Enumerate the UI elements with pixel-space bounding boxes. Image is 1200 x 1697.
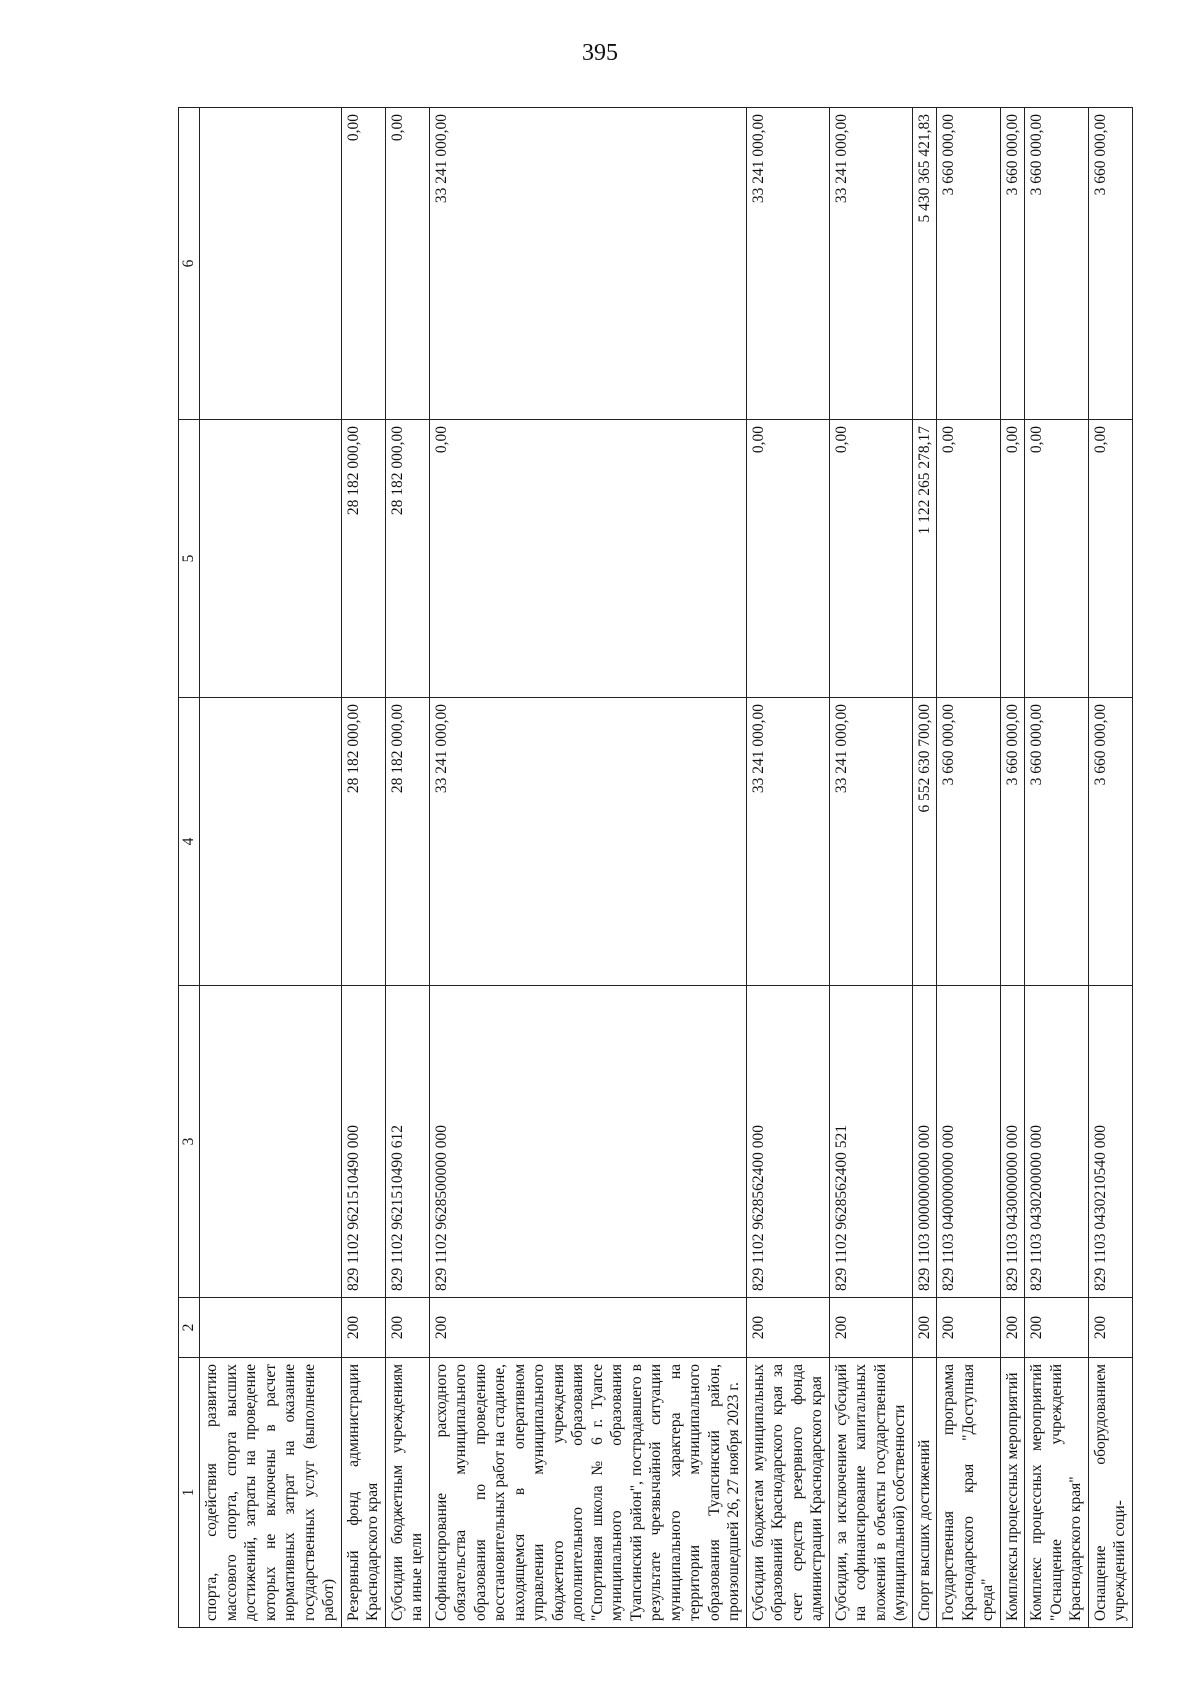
row-name-cell: Субсидии, за исключением субсидий на софинансирование капитальных вложений в объекты государственной (муниципальной) собственности <box>829 1358 912 1628</box>
row-value-col5-cell: 28 182 000,00 <box>385 420 429 698</box>
row-value-col6-cell: 3 660 000,00 <box>937 108 1001 420</box>
row-value-col5-cell: 0,00 <box>1000 420 1025 698</box>
row-code-cell: 200 <box>1088 1298 1132 1358</box>
row-code-cell <box>200 1298 342 1358</box>
row-code-cell: 200 <box>746 1298 829 1358</box>
header-col-6: 6 <box>179 108 200 420</box>
row-value-col6-cell: 0,00 <box>385 108 429 420</box>
row-classification-cell: 829 1103 0430000000 000 <box>1000 986 1025 1298</box>
row-name-cell: Комплексы процессных мероприятий <box>1000 1358 1025 1628</box>
row-code-cell: 200 <box>385 1298 429 1358</box>
table-row <box>200 108 342 1628</box>
row-name-cell: Спорт высших достижений <box>912 1358 937 1628</box>
row-code-cell: 200 <box>429 1298 746 1358</box>
table-row <box>341 108 385 1628</box>
rotated-table-container <box>178 108 1178 1628</box>
table-row <box>1025 108 1089 1628</box>
row-classification-cell: 829 1102 9628562400 000 <box>746 986 829 1298</box>
row-value-col5-cell <box>200 420 342 698</box>
header-col-4: 4 <box>179 698 200 986</box>
table-row <box>1088 108 1132 1628</box>
row-name-cell: Субсидии бюджетам муниципальных образований Краснодарского края за счет средств резервного фонда администрации Краснодарского края <box>746 1358 829 1628</box>
budget-table <box>178 107 1133 1628</box>
row-value-col5-cell: 28 182 000,00 <box>341 420 385 698</box>
row-value-col5-cell: 0,00 <box>429 420 746 698</box>
table-row <box>937 108 1001 1628</box>
row-name-cell: Комплекс процессных мероприятий "Оснащение учреждений Краснодарского края" <box>1025 1358 1089 1628</box>
row-classification-cell: 829 1102 9628500000 000 <box>429 986 746 1298</box>
row-value-col5-cell: 0,00 <box>1025 420 1089 698</box>
row-name-cell: спорта, содействия развитию массового спорта, спорта высших достижений, затраты на проведение которых не включены в расчет нормативных затрат на оказание государственных услуг (выполнение работ) <box>200 1358 342 1628</box>
row-value-col5-cell: 0,00 <box>829 420 912 698</box>
row-code-cell: 200 <box>829 1298 912 1358</box>
row-value-col4-cell: 6 552 630 700,00 <box>912 698 937 986</box>
table-row <box>912 108 937 1628</box>
row-value-col6-cell: 33 241 000,00 <box>429 108 746 420</box>
row-code-cell: 200 <box>1025 1298 1089 1358</box>
table-body <box>200 108 1133 1628</box>
row-name-cell: Софинансирование расходного обязательства муниципального образования по проведению восстановительных работ на стадионе, находящемся в оперативном управлении муниципального бюджетного учреждения дополнительного образования "Спортивная школа № 6 г. Туапсе муниципального образования Туапсинский район", пострадавшего в результате чрезвычайной ситуации муниципального характера на территории муниципального образования Туапсинский район, произошедшей 26, 27 ноября 2023 г. <box>429 1358 746 1628</box>
header-col-2: 2 <box>179 1298 200 1358</box>
row-name-cell: Государственная программа Краснодарского края "Доступная среда" <box>937 1358 1001 1628</box>
row-value-col4-cell: 3 660 000,00 <box>937 698 1001 986</box>
row-value-col6-cell: 3 660 000,00 <box>1088 108 1132 420</box>
row-value-col5-cell: 0,00 <box>746 420 829 698</box>
table-row <box>1000 108 1025 1628</box>
row-name-cell: Оснащение оборудованием учреждений соци- <box>1088 1358 1132 1628</box>
row-value-col6-cell <box>200 108 342 420</box>
header-col-1: 1 <box>179 1358 200 1628</box>
row-value-col5-cell: 1 122 265 278,17 <box>912 420 937 698</box>
table-row <box>746 108 829 1628</box>
header-row <box>179 108 200 1628</box>
row-value-col4-cell: 3 660 000,00 <box>1025 698 1089 986</box>
row-classification-cell <box>200 986 342 1298</box>
row-classification-cell: 829 1103 0400000000 000 <box>937 986 1001 1298</box>
table-row <box>429 108 746 1628</box>
row-code-cell: 200 <box>912 1298 937 1358</box>
row-name-cell: Субсидии бюджетным учреждениям на иные цели <box>385 1358 429 1628</box>
table-row <box>385 108 429 1628</box>
row-value-col6-cell: 33 241 000,00 <box>829 108 912 420</box>
row-value-col6-cell: 3 660 000,00 <box>1000 108 1025 420</box>
row-value-col6-cell: 0,00 <box>341 108 385 420</box>
row-name-cell: Резервный фонд администрации Краснодарского края <box>341 1358 385 1628</box>
row-code-cell: 200 <box>1000 1298 1025 1358</box>
page-number: 395 <box>582 40 618 66</box>
row-value-col4-cell: 3 660 000,00 <box>1088 698 1132 986</box>
row-classification-cell: 829 1102 9628562400 521 <box>829 986 912 1298</box>
table-rotator <box>178 108 1178 1628</box>
row-classification-cell: 829 1103 0430200000 000 <box>1025 986 1089 1298</box>
row-code-cell: 200 <box>937 1298 1001 1358</box>
row-value-col6-cell: 33 241 000,00 <box>746 108 829 420</box>
row-value-col4-cell: 28 182 000,00 <box>385 698 429 986</box>
row-value-col4-cell: 28 182 000,00 <box>341 698 385 986</box>
row-value-col6-cell: 5 430 365 421,83 <box>912 108 937 420</box>
row-classification-cell: 829 1103 0430210540 000 <box>1088 986 1132 1298</box>
row-value-col4-cell: 33 241 000,00 <box>746 698 829 986</box>
row-classification-cell: 829 1103 0000000000 000 <box>912 986 937 1298</box>
row-value-col4-cell: 3 660 000,00 <box>1000 698 1025 986</box>
row-value-col5-cell: 0,00 <box>1088 420 1132 698</box>
header-col-5: 5 <box>179 420 200 698</box>
row-value-col4-cell <box>200 698 342 986</box>
row-code-cell: 200 <box>341 1298 385 1358</box>
row-value-col4-cell: 33 241 000,00 <box>429 698 746 986</box>
row-classification-cell: 829 1102 9621510490 000 <box>341 986 385 1298</box>
header-col-3: 3 <box>179 986 200 1298</box>
row-value-col6-cell: 3 660 000,00 <box>1025 108 1089 420</box>
table-row <box>829 108 912 1628</box>
row-value-col4-cell: 33 241 000,00 <box>829 698 912 986</box>
row-classification-cell: 829 1102 9621510490 612 <box>385 986 429 1298</box>
row-value-col5-cell: 0,00 <box>937 420 1001 698</box>
table-header <box>179 108 200 1628</box>
